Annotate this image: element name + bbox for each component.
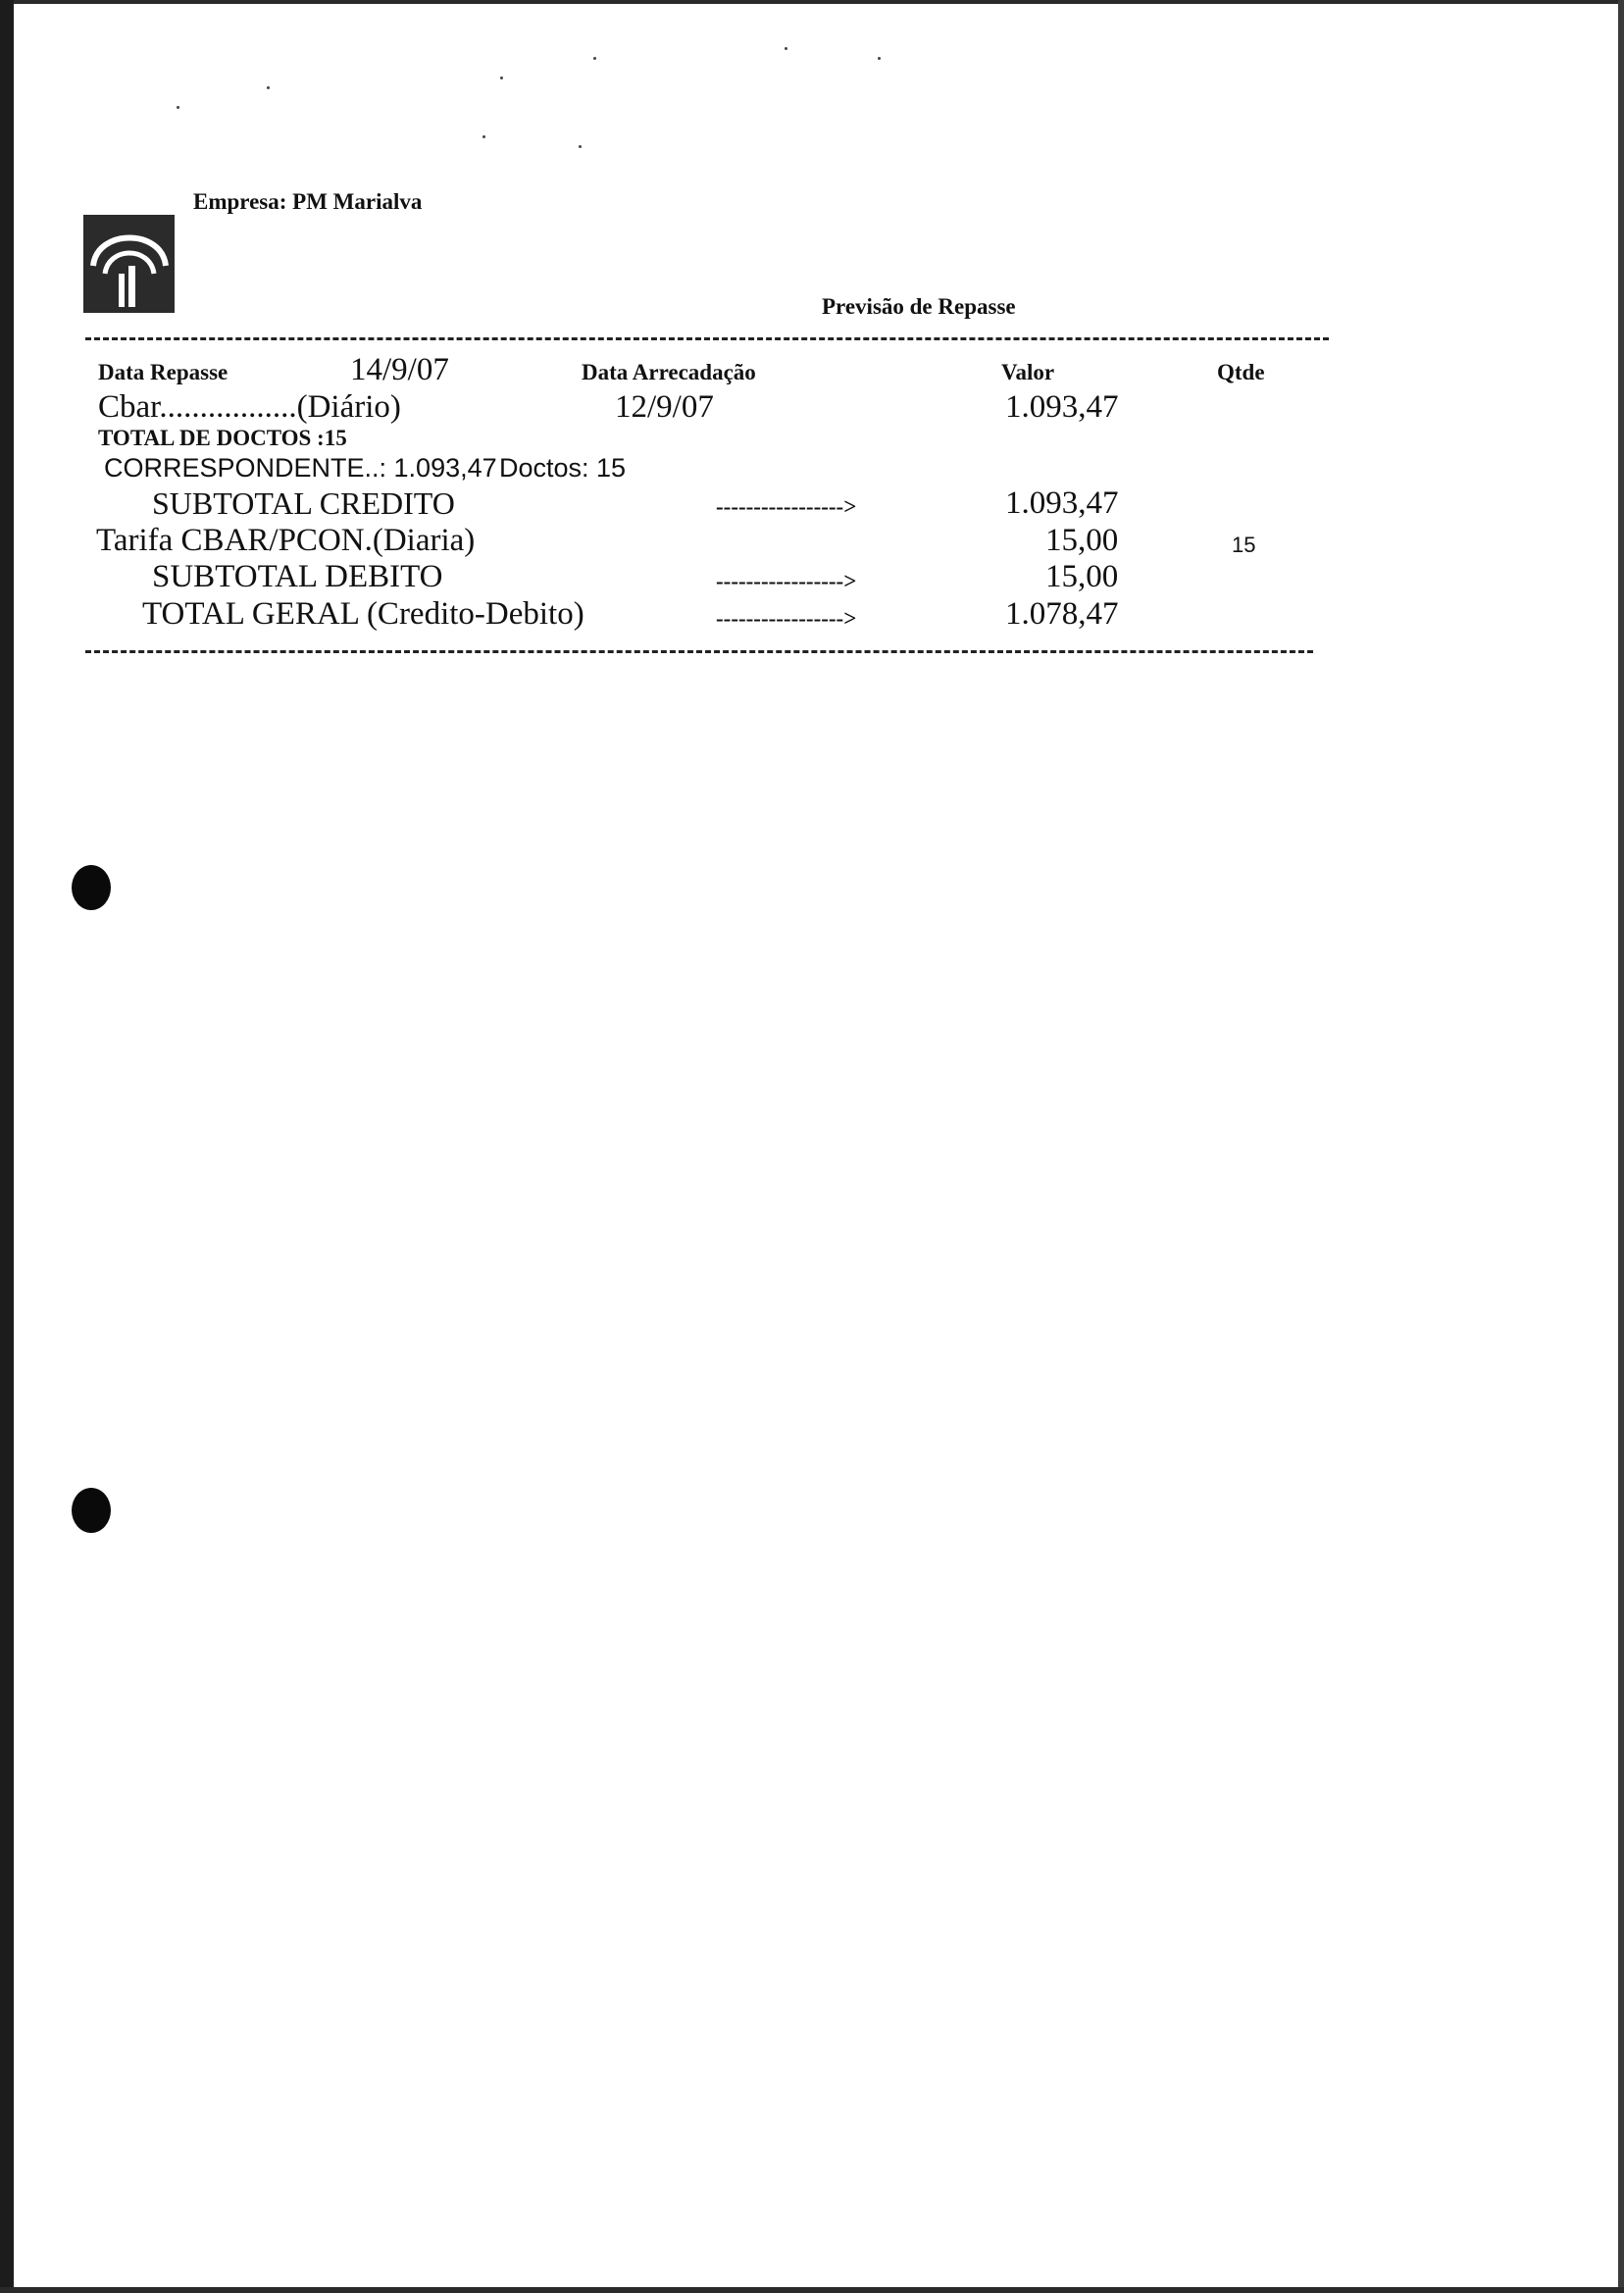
- data-arrecadacao-label: Data Arrecadação: [582, 360, 756, 384]
- total-geral-label: TOTAL GERAL (Credito-Debito): [142, 596, 584, 632]
- bank-logo-icon: [83, 215, 175, 313]
- correspondente-doctos: Doctos: 15: [499, 453, 627, 483]
- scan-speck: [267, 86, 270, 89]
- total-doctos: TOTAL DE DOCTOS :15: [98, 426, 347, 450]
- scan-border-right: [1618, 0, 1624, 2293]
- cbar-label: Cbar.................(Diário): [98, 389, 401, 425]
- subtotal-credito-value: 1.093,47: [1005, 485, 1119, 521]
- correspondente-line: CORRESPONDENTE..: 1.093,47: [104, 453, 497, 483]
- subtotal-debito-value: 15,00: [1045, 559, 1119, 594]
- punch-hole: [72, 1488, 111, 1533]
- valor-label: Valor: [1001, 360, 1055, 384]
- scan-speck: [500, 76, 503, 79]
- scan-border-top: [0, 0, 1624, 4]
- punch-hole: [72, 865, 111, 910]
- report-title: Previsão de Repasse: [822, 294, 1016, 319]
- tarifa-qtde: 15: [1232, 533, 1256, 557]
- qtde-label: Qtde: [1217, 360, 1265, 384]
- subtotal-credito-arrow: ----------------->: [716, 494, 857, 519]
- data-repasse-value: 14/9/07: [350, 352, 449, 387]
- scan-speck: [593, 57, 596, 60]
- cbar-date: 12/9/07: [615, 389, 714, 425]
- subtotal-debito-arrow: ----------------->: [716, 569, 857, 593]
- scan-speck: [482, 135, 485, 138]
- divider-top: [85, 337, 1329, 340]
- tarifa-value: 15,00: [1045, 523, 1119, 558]
- scan-border-left: [0, 0, 14, 2293]
- tarifa-label: Tarifa CBAR/PCON.(Diaria): [96, 523, 476, 558]
- scan-speck: [579, 145, 582, 148]
- cbar-value: 1.093,47: [1005, 389, 1119, 425]
- total-geral-value: 1.078,47: [1005, 596, 1119, 632]
- total-geral-arrow: ----------------->: [716, 606, 857, 631]
- scan-speck: [785, 47, 787, 50]
- scan-speck: [177, 106, 179, 109]
- divider-bottom: [85, 650, 1313, 653]
- scan-border-bottom: [0, 2287, 1624, 2293]
- subtotal-credito-label: SUBTOTAL CREDITO: [152, 485, 455, 521]
- scan-speck: [878, 57, 881, 60]
- data-repasse-label: Data Repasse: [98, 360, 228, 384]
- company-name: Empresa: PM Marialva: [193, 189, 423, 214]
- subtotal-debito-label: SUBTOTAL DEBITO: [152, 559, 443, 594]
